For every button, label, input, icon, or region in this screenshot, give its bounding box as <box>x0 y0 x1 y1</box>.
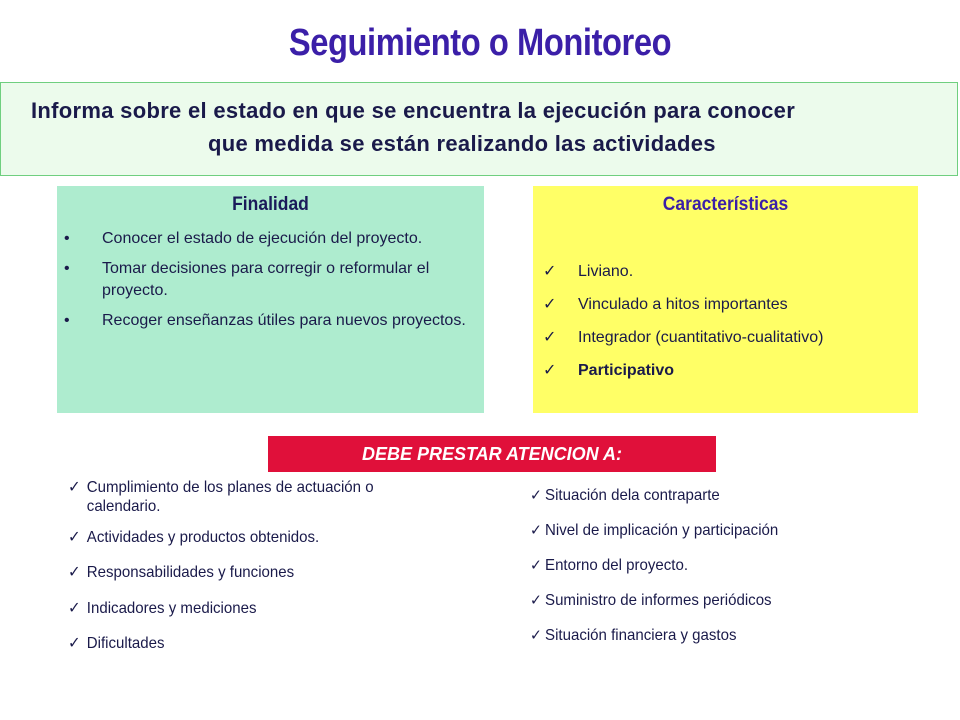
check-mark-icon: ✓ <box>68 635 81 652</box>
attention-list-right <box>530 486 910 661</box>
check-mark-icon: ✓ <box>68 479 81 496</box>
list-item <box>533 360 918 382</box>
list-item <box>68 478 444 528</box>
finalidad-item-text: Tomar decisiones para corregir o reformular el proyecto. <box>102 260 430 299</box>
check-mark-icon: ✓ <box>530 487 542 504</box>
caracteristica-text: Participativo <box>578 362 675 379</box>
caracteristicas-title: Características <box>662 194 789 215</box>
finalidad-item-text: Conocer el estado de ejecución del proyecto. <box>102 230 423 247</box>
definition-line-2: que medida se están realizando las actividades <box>208 131 716 156</box>
list-item <box>530 591 887 626</box>
attention-item-text: Nivel de implicación y participación <box>545 522 779 539</box>
finalidad-title: Finalidad <box>232 194 309 215</box>
check-mark-icon: ✓ <box>530 557 542 574</box>
check-mark-icon: ✓ <box>530 592 542 609</box>
list-item <box>68 634 444 664</box>
check-mark-icon: ✓ <box>68 564 81 581</box>
check-mark-icon: ✓ <box>543 296 557 313</box>
attention-item-text: Cumplimiento de los planes de actuación o <box>86 479 374 496</box>
check-mark-icon: ✓ <box>68 600 81 617</box>
list-item <box>533 327 918 349</box>
list-item <box>533 294 918 316</box>
page-title: Seguimiento o Monitoreo <box>288 22 672 64</box>
list-item <box>57 228 484 250</box>
check-mark-icon: ✓ <box>68 529 81 546</box>
definition-line-1: Informa sobre el estado en que se encuentra la ejecución para conocer <box>31 98 796 123</box>
list-item <box>530 521 887 556</box>
check-mark-icon: ✓ <box>543 329 557 346</box>
bullet-icon: • <box>64 260 70 277</box>
attention-item-text: Responsabilidades y funciones <box>86 564 295 581</box>
attention-item-text: Situación dela contraparte <box>545 487 720 504</box>
list-item <box>530 626 887 661</box>
finalidad-box <box>57 186 484 413</box>
list-item <box>57 310 484 332</box>
list-item <box>57 258 484 302</box>
list-item <box>68 599 444 634</box>
finalidad-list <box>57 228 484 340</box>
check-mark-icon: ✓ <box>530 627 542 644</box>
bullet-icon: • <box>64 230 70 247</box>
list-item <box>530 556 887 591</box>
check-mark-icon: ✓ <box>530 522 542 539</box>
attention-list-left <box>68 478 468 664</box>
list-item <box>533 261 918 283</box>
attention-item-text: Situación financiera y gastos <box>545 627 737 644</box>
attention-item-text: calendario. <box>86 498 161 515</box>
caracteristica-text: Integrador (cuantitativo-cualitativo) <box>578 329 824 346</box>
caracteristica-text: Liviano. <box>578 263 634 280</box>
attention-item-text: Suministro de informes periódicos <box>545 592 772 609</box>
attention-item-text: Entorno del proyecto. <box>545 557 689 574</box>
caracteristicas-list <box>533 261 918 393</box>
attention-banner: DEBE PRESTAR ATENCION A: <box>268 436 716 472</box>
list-item <box>530 486 887 521</box>
caracteristicas-box <box>533 186 918 413</box>
finalidad-item-text: Recoger enseñanzas útiles para nuevos proyectos. <box>102 312 466 329</box>
bullet-icon: • <box>64 312 70 329</box>
attention-item-text: Indicadores y mediciones <box>86 600 257 617</box>
list-item <box>68 528 444 563</box>
attention-item-text: Actividades y productos obtenidos. <box>86 529 320 546</box>
caracteristica-text: Vinculado a hitos importantes <box>578 296 788 313</box>
list-item <box>68 563 444 599</box>
definition-box <box>0 82 958 176</box>
attention-item-text: Dificultades <box>86 635 165 652</box>
check-mark-icon: ✓ <box>543 362 557 379</box>
check-mark-icon: ✓ <box>543 263 557 280</box>
